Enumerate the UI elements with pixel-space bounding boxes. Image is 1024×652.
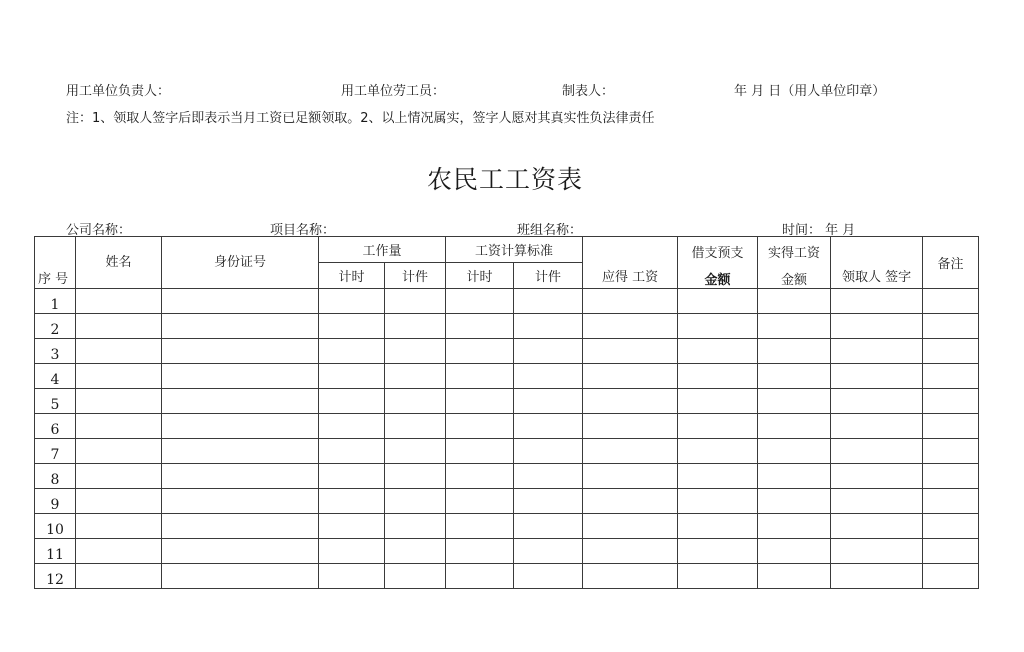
cell-actual-wage xyxy=(758,539,831,564)
date-seal-label: 年 月 日（用人单位印章） xyxy=(734,84,886,99)
cell-remarks xyxy=(923,464,979,489)
row-number: 9 xyxy=(35,489,76,514)
wage-table-body xyxy=(35,289,979,589)
cell-remarks xyxy=(923,439,979,464)
cell-actual-wage xyxy=(758,339,831,364)
cell-recipient-signature xyxy=(831,389,923,414)
cell-actual-wage xyxy=(758,564,831,589)
cell-workload-piece xyxy=(385,389,446,414)
cell-workload-hourly xyxy=(319,514,385,539)
cell-wage-due xyxy=(583,414,678,439)
cell-wage-due xyxy=(583,339,678,364)
cell-standard-hourly xyxy=(446,439,514,464)
cell-name xyxy=(76,464,162,489)
cell-standard-hourly xyxy=(446,489,514,514)
header-workload: 工作量 xyxy=(319,237,446,263)
cell-recipient-signature xyxy=(831,489,923,514)
cell-wage-due xyxy=(583,564,678,589)
cell-actual-wage xyxy=(758,364,831,389)
cell-remarks xyxy=(923,414,979,439)
cell-workload-hourly xyxy=(319,439,385,464)
cell-id-number xyxy=(162,314,319,339)
cell-id-number xyxy=(162,514,319,539)
cell-wage-due xyxy=(583,464,678,489)
table-row xyxy=(35,464,979,489)
cell-standard-hourly xyxy=(446,514,514,539)
cell-remarks xyxy=(923,314,979,339)
row-number: 4 xyxy=(35,364,76,389)
cell-workload-hourly xyxy=(319,414,385,439)
cell-advance-amount xyxy=(678,364,758,389)
cell-id-number xyxy=(162,289,319,314)
cell-advance-amount xyxy=(678,414,758,439)
wage-table xyxy=(34,236,979,589)
cell-wage-due xyxy=(583,514,678,539)
table-row xyxy=(35,489,979,514)
table-row xyxy=(35,389,979,414)
row-number: 2 xyxy=(35,314,76,339)
signature-line xyxy=(0,80,1024,100)
header-remarks: 备注 xyxy=(923,237,979,289)
cell-actual-wage xyxy=(758,489,831,514)
cell-standard-piece xyxy=(514,289,583,314)
header-actual-bottom: 金额 xyxy=(781,273,808,288)
cell-workload-hourly xyxy=(319,389,385,414)
cell-workload-piece xyxy=(385,364,446,389)
cell-standard-piece xyxy=(514,464,583,489)
cell-wage-due xyxy=(583,289,678,314)
row-number: 8 xyxy=(35,464,76,489)
header-wage-due: 应得 工资 xyxy=(583,237,678,289)
cell-workload-piece xyxy=(385,489,446,514)
cell-remarks xyxy=(923,514,979,539)
cell-standard-hourly xyxy=(446,389,514,414)
cell-actual-wage xyxy=(758,514,831,539)
cell-remarks xyxy=(923,339,979,364)
cell-remarks xyxy=(923,289,979,314)
cell-standard-piece xyxy=(514,364,583,389)
cell-workload-piece xyxy=(385,339,446,364)
cell-recipient-signature xyxy=(831,539,923,564)
cell-name xyxy=(76,414,162,439)
table-row xyxy=(35,564,979,589)
cell-workload-hourly xyxy=(319,564,385,589)
table-row xyxy=(35,364,979,389)
cell-id-number xyxy=(162,364,319,389)
document-title: 农民工工资表 xyxy=(426,165,583,194)
note-text: 注：1、领取人签字后即表示当月工资已足额领取。2、以上情况属实，签字人愿对其真实性负法律责任 xyxy=(66,111,655,126)
cell-name xyxy=(76,489,162,514)
cell-name xyxy=(76,389,162,414)
cell-standard-hourly xyxy=(446,539,514,564)
cell-workload-piece xyxy=(385,564,446,589)
header-workload-piece: 计件 xyxy=(385,263,446,289)
cell-advance-amount xyxy=(678,389,758,414)
cell-workload-hourly xyxy=(319,339,385,364)
cell-name xyxy=(76,314,162,339)
cell-name xyxy=(76,539,162,564)
cell-remarks xyxy=(923,489,979,514)
cell-remarks xyxy=(923,564,979,589)
cell-actual-wage xyxy=(758,314,831,339)
cell-recipient-signature xyxy=(831,339,923,364)
row-number: 3 xyxy=(35,339,76,364)
cell-standard-hourly xyxy=(446,464,514,489)
cell-recipient-signature xyxy=(831,289,923,314)
row-number: 6 xyxy=(35,414,76,439)
header-seq: 序 号 xyxy=(35,237,76,289)
cell-wage-due xyxy=(583,539,678,564)
cell-wage-due xyxy=(583,389,678,414)
cell-workload-piece xyxy=(385,464,446,489)
cell-workload-piece xyxy=(385,289,446,314)
cell-recipient-signature xyxy=(831,514,923,539)
table-row xyxy=(35,514,979,539)
company-label: 公司名称： xyxy=(66,223,132,238)
cell-id-number xyxy=(162,389,319,414)
cell-name xyxy=(76,339,162,364)
cell-standard-hourly xyxy=(446,289,514,314)
cell-standard-piece xyxy=(514,414,583,439)
cell-standard-piece xyxy=(514,439,583,464)
row-number: 10 xyxy=(35,514,76,539)
cell-wage-due xyxy=(583,314,678,339)
time-label: 时间： 年 月 xyxy=(782,223,856,238)
cell-name xyxy=(76,439,162,464)
table-row xyxy=(35,539,979,564)
table-row xyxy=(35,414,979,439)
header-advance-bottom: 金额 xyxy=(704,273,731,288)
cell-advance-amount xyxy=(678,514,758,539)
cell-id-number xyxy=(162,464,319,489)
cell-id-number xyxy=(162,439,319,464)
header-wage-standard: 工资计算标准 xyxy=(446,237,583,263)
row-number: 7 xyxy=(35,439,76,464)
cell-id-number xyxy=(162,414,319,439)
table-row xyxy=(35,339,979,364)
cell-workload-piece xyxy=(385,514,446,539)
cell-name xyxy=(76,564,162,589)
header-advance xyxy=(678,237,758,289)
cell-recipient-signature xyxy=(831,439,923,464)
cell-workload-hourly xyxy=(319,464,385,489)
cell-workload-piece xyxy=(385,314,446,339)
cell-advance-amount xyxy=(678,289,758,314)
cell-standard-piece xyxy=(514,489,583,514)
cell-standard-piece xyxy=(514,389,583,414)
cell-actual-wage xyxy=(758,289,831,314)
cell-workload-piece xyxy=(385,414,446,439)
cell-name xyxy=(76,514,162,539)
header-recipient-signature: 领取人 签字 xyxy=(831,237,923,289)
header-standard-hourly: 计时 xyxy=(446,263,514,289)
header-advance-top: 借支预支 xyxy=(691,246,744,261)
cell-workload-piece xyxy=(385,539,446,564)
cell-id-number xyxy=(162,489,319,514)
row-number: 5 xyxy=(35,389,76,414)
cell-advance-amount xyxy=(678,489,758,514)
header-actual-top: 实得工资 xyxy=(768,246,821,261)
cell-id-number xyxy=(162,539,319,564)
header-workload-hourly: 计时 xyxy=(319,263,385,289)
cell-actual-wage xyxy=(758,439,831,464)
cell-recipient-signature xyxy=(831,464,923,489)
table-row xyxy=(35,289,979,314)
cell-wage-due xyxy=(583,489,678,514)
cell-recipient-signature xyxy=(831,414,923,439)
cell-remarks xyxy=(923,389,979,414)
cell-standard-hourly xyxy=(446,339,514,364)
cell-wage-due xyxy=(583,364,678,389)
cell-advance-amount xyxy=(678,464,758,489)
row-number: 11 xyxy=(35,539,76,564)
row-number: 1 xyxy=(35,289,76,314)
cell-remarks xyxy=(923,364,979,389)
cell-advance-amount xyxy=(678,339,758,364)
cell-workload-hourly xyxy=(319,489,385,514)
cell-workload-hourly xyxy=(319,539,385,564)
cell-recipient-signature xyxy=(831,564,923,589)
cell-name xyxy=(76,364,162,389)
cell-standard-hourly xyxy=(446,564,514,589)
cell-remarks xyxy=(923,539,979,564)
cell-actual-wage xyxy=(758,414,831,439)
cell-advance-amount xyxy=(678,314,758,339)
cell-actual-wage xyxy=(758,464,831,489)
labor-officer-label: 用工单位劳工员： xyxy=(341,84,446,99)
cell-workload-piece xyxy=(385,439,446,464)
cell-workload-hourly xyxy=(319,289,385,314)
cell-standard-hourly xyxy=(446,364,514,389)
cell-advance-amount xyxy=(678,564,758,589)
table-row xyxy=(35,439,979,464)
cell-advance-amount xyxy=(678,539,758,564)
cell-advance-amount xyxy=(678,439,758,464)
cell-standard-hourly xyxy=(446,414,514,439)
cell-recipient-signature xyxy=(831,314,923,339)
cell-standard-piece xyxy=(514,514,583,539)
header-actual-wage xyxy=(758,237,831,289)
row-number: 12 xyxy=(35,564,76,589)
cell-standard-piece xyxy=(514,564,583,589)
table-row xyxy=(35,314,979,339)
cell-standard-hourly xyxy=(446,314,514,339)
cell-standard-piece xyxy=(514,314,583,339)
project-label: 项目名称： xyxy=(270,223,336,238)
cell-id-number xyxy=(162,339,319,364)
cell-recipient-signature xyxy=(831,364,923,389)
cell-id-number xyxy=(162,564,319,589)
cell-actual-wage xyxy=(758,389,831,414)
cell-name xyxy=(76,289,162,314)
header-name: 姓名 xyxy=(76,237,162,289)
cell-standard-piece xyxy=(514,339,583,364)
preparer-label: 制表人： xyxy=(562,84,615,99)
cell-wage-due xyxy=(583,439,678,464)
cell-workload-hourly xyxy=(319,364,385,389)
header-id-number: 身份证号 xyxy=(162,237,319,289)
team-label: 班组名称： xyxy=(517,223,583,238)
responsible-label: 用工单位负责人： xyxy=(66,84,171,99)
cell-workload-hourly xyxy=(319,314,385,339)
header-standard-piece: 计件 xyxy=(514,263,583,289)
cell-standard-piece xyxy=(514,539,583,564)
